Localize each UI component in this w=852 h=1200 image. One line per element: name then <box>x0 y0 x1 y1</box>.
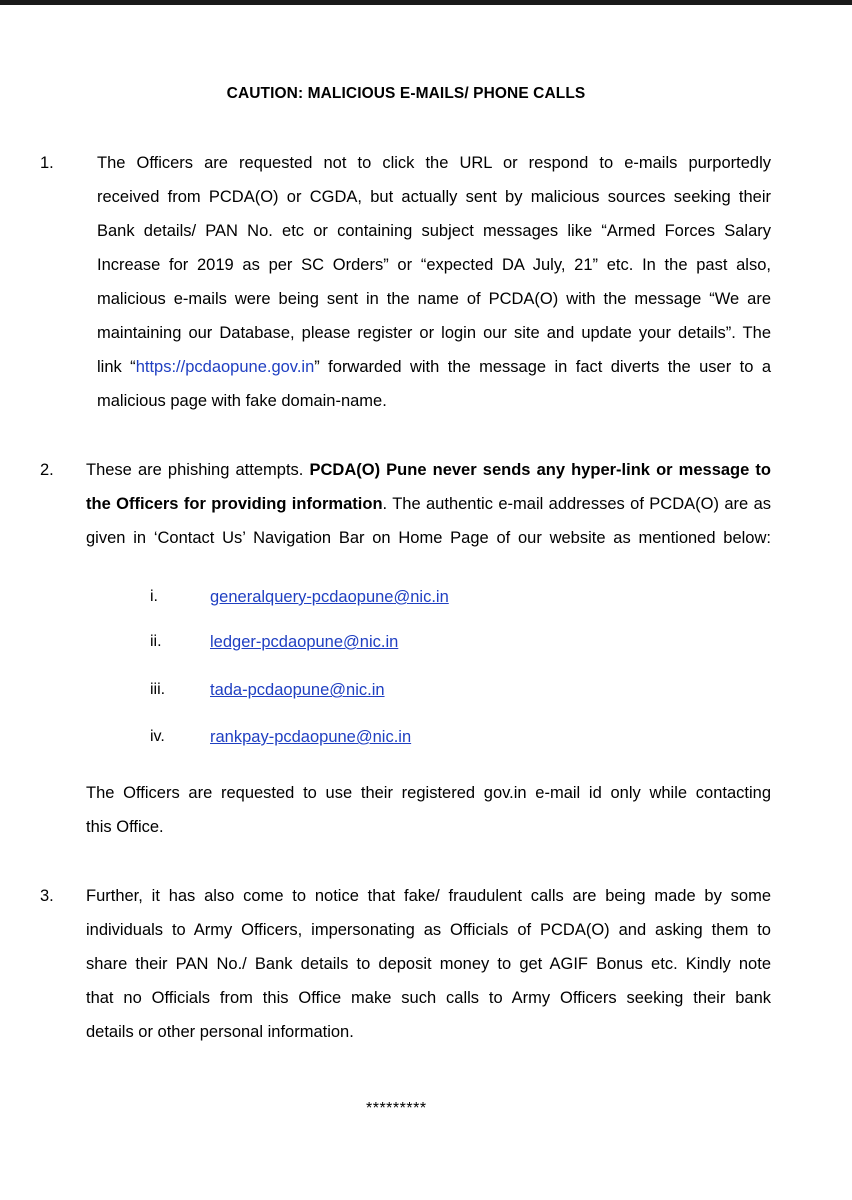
link-line-prefix: link “ <box>97 358 136 376</box>
section-number-3: 3. <box>40 887 54 905</box>
section-2-note <box>86 776 771 844</box>
section-2-paragraph <box>86 453 771 555</box>
section-2-text: . The authentic e-mail addresses of PCDA(O) are as <box>382 495 771 513</box>
section-2-note-line: The Officers are requested to use their registered gov.in e-mail id only while contacting <box>86 784 771 802</box>
end-of-notice-stars: ********* <box>366 1100 427 1117</box>
email-link-rankpay[interactable]: rankpay-pcdaopune@nic.in <box>210 728 412 746</box>
email-number: iv. <box>150 728 165 745</box>
section-3-paragraph <box>86 879 771 1049</box>
link-line-suffix: ” forwarded with the message in fact diverts the user to a <box>314 358 772 376</box>
section-1-paragraph <box>97 146 771 418</box>
section-2-line <box>86 487 771 521</box>
section-2-bold-text: the Officers for providing information <box>86 495 383 513</box>
email-link-generalquery[interactable]: generalquery-pcdaopune@nic.in <box>210 588 449 606</box>
email-link-tada[interactable]: tada-pcdaopune@nic.in <box>210 681 385 699</box>
section-2-bold-text: PCDA(O) Pune never sends any hyper-link or message to <box>309 461 771 479</box>
section-3-line: individuals to Army Officers, impersonating as Officials of PCDA(O) and asking them to <box>86 921 771 939</box>
section-1-line: received from PCDA(O) or CGDA, but actually sent by malicious sources seeking their <box>97 188 771 206</box>
email-number: ii. <box>150 633 162 650</box>
section-1-line: malicious e-mails were being sent in the name of PCDA(O) with the message “We are <box>97 290 771 308</box>
section-number-1: 1. <box>40 154 54 172</box>
section-1-line: Increase for 2019 as per SC Orders” or “expected DA July, 21” etc. In the past also, <box>97 256 771 274</box>
section-2-text: These are phishing attempts. <box>86 461 310 479</box>
section-1-link-line <box>97 350 771 384</box>
email-number: i. <box>150 588 158 605</box>
email-link-ledger[interactable]: ledger-pcdaopune@nic.in <box>210 633 399 651</box>
pcdaopune-url-link[interactable]: https://pcdaopune.gov.in <box>135 358 315 376</box>
section-2-line <box>86 453 771 487</box>
section-3-line: that no Officials from this Office make such calls to Army Officers seeking their bank <box>86 989 771 1007</box>
section-2-note-line: this Office. <box>86 818 164 836</box>
section-2-line: given in ‘Contact Us’ Navigation Bar on Home Page of our website as mentioned below: <box>86 529 771 547</box>
section-1-line: malicious page with fake domain-name. <box>97 392 387 410</box>
section-number-2: 2. <box>40 461 54 479</box>
page-title: CAUTION: MALICIOUS E-MAILS/ PHONE CALLS <box>226 85 586 102</box>
section-1-line: The Officers are requested not to click the URL or respond to e-mails purportedly <box>97 154 771 172</box>
section-1-line: Bank details/ PAN No. etc or containing subject messages like “Armed Forces Salary <box>97 222 771 240</box>
email-number: iii. <box>150 681 166 698</box>
section-3-line: share their PAN No./ Bank details to deposit money to get AGIF Bonus etc. Kindly note <box>86 955 771 973</box>
section-1-line: maintaining our Database, please register or login our site and update your details”. The <box>97 324 771 342</box>
section-3-line: Further, it has also come to notice that fake/ fraudulent calls are being made by some <box>86 887 771 905</box>
section-3-line: details or other personal information. <box>86 1023 354 1041</box>
